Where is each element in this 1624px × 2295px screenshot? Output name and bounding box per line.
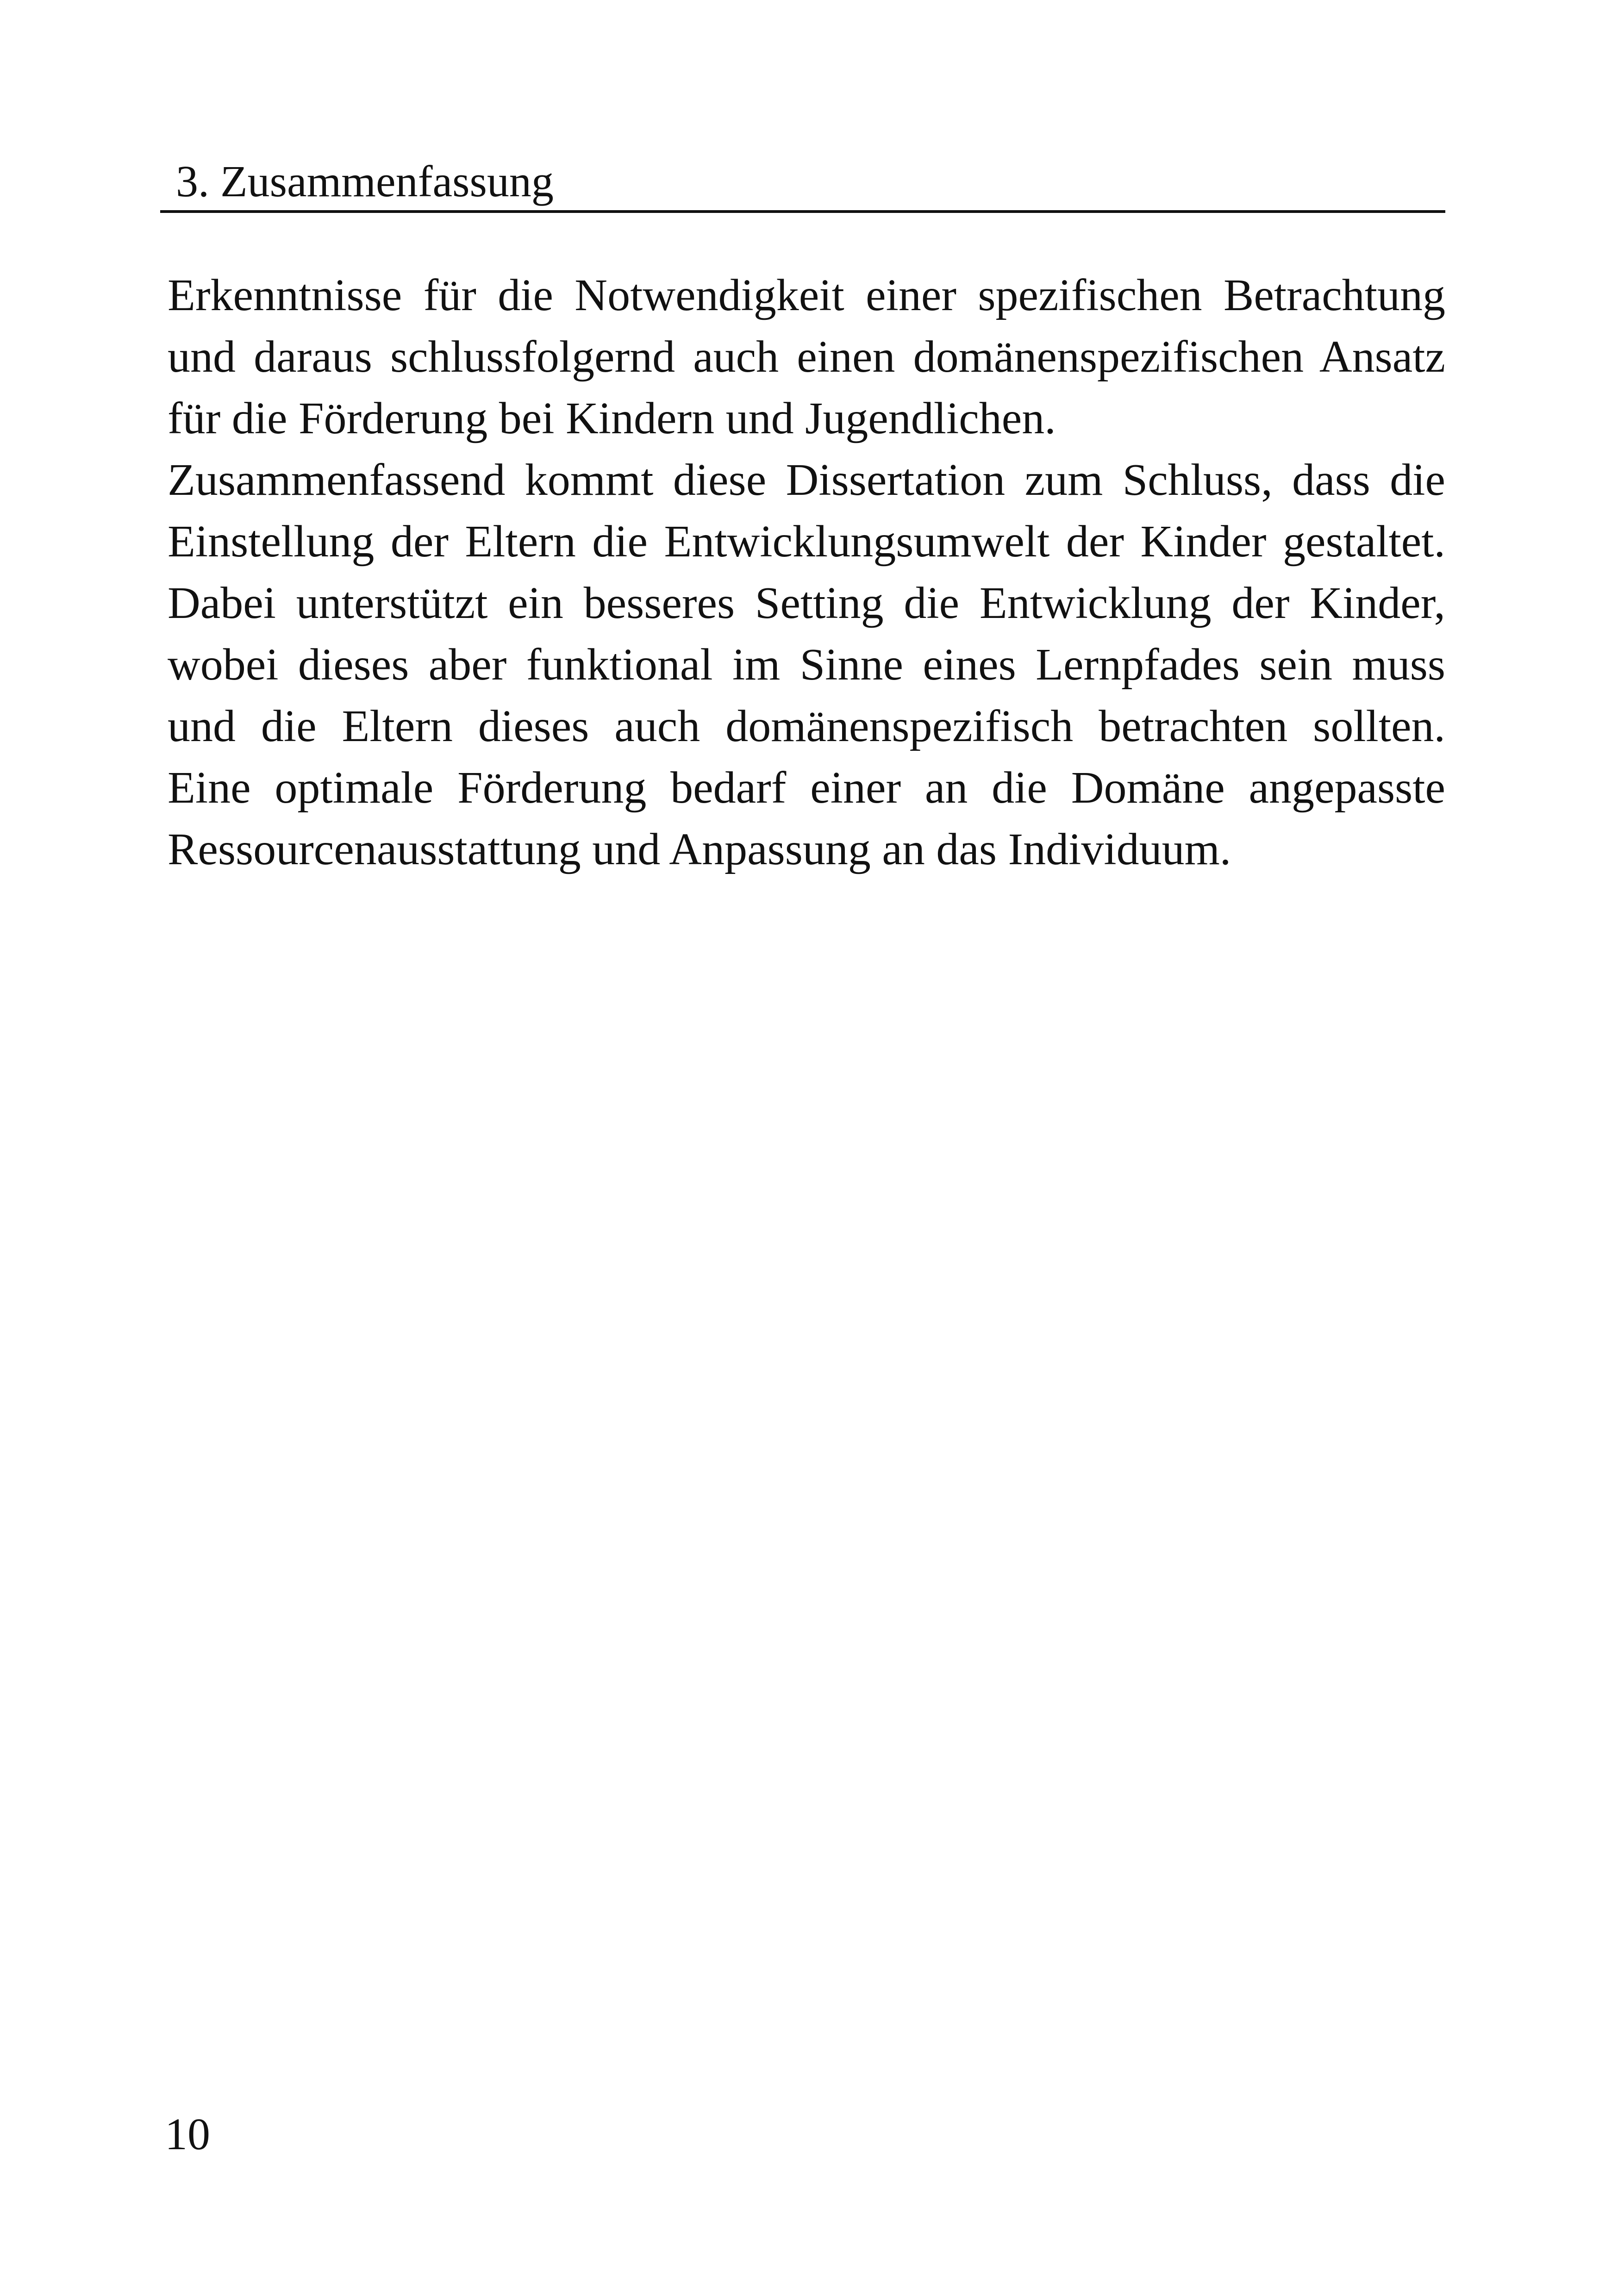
text-line: Zusammenfassend kommt diese Dissertation zum Schluss, dass die xyxy=(168,455,1445,505)
page-number: 10 xyxy=(165,2109,210,2159)
text-line: Ressourcenausstattung und Anpassung an das Individuum. xyxy=(168,824,1231,874)
paragraph xyxy=(168,449,1445,880)
text-line: für die Förderung bei Kindern und Jugendlichen. xyxy=(168,393,1056,443)
chapter-title: 3. Zusammenfassung xyxy=(176,156,554,206)
running-header xyxy=(160,153,1445,213)
text-line: Eine optimale Förderung bedarf einer an die Domäne angepasste xyxy=(168,763,1445,813)
paragraph xyxy=(168,265,1445,449)
text-line: Einstellung der Eltern die Entwicklungsumwelt der Kinder gestaltet. xyxy=(168,517,1445,567)
text-line: und die Eltern dieses auch domänenspezifisch betrachten sollten. xyxy=(168,701,1445,751)
text-line: Dabei unterstützt ein besseres Setting die Entwicklung der Kinder, xyxy=(168,578,1445,628)
body-text xyxy=(168,265,1445,880)
text-line: und daraus schlussfolgernd auch einen domänenspezifischen Ansatz xyxy=(168,332,1445,382)
text-line: Erkenntnisse für die Notwendigkeit einer spezifischen Betrachtung xyxy=(168,270,1445,320)
text-line: wobei dieses aber funktional im Sinne eines Lernpfades sein muss xyxy=(168,640,1445,690)
